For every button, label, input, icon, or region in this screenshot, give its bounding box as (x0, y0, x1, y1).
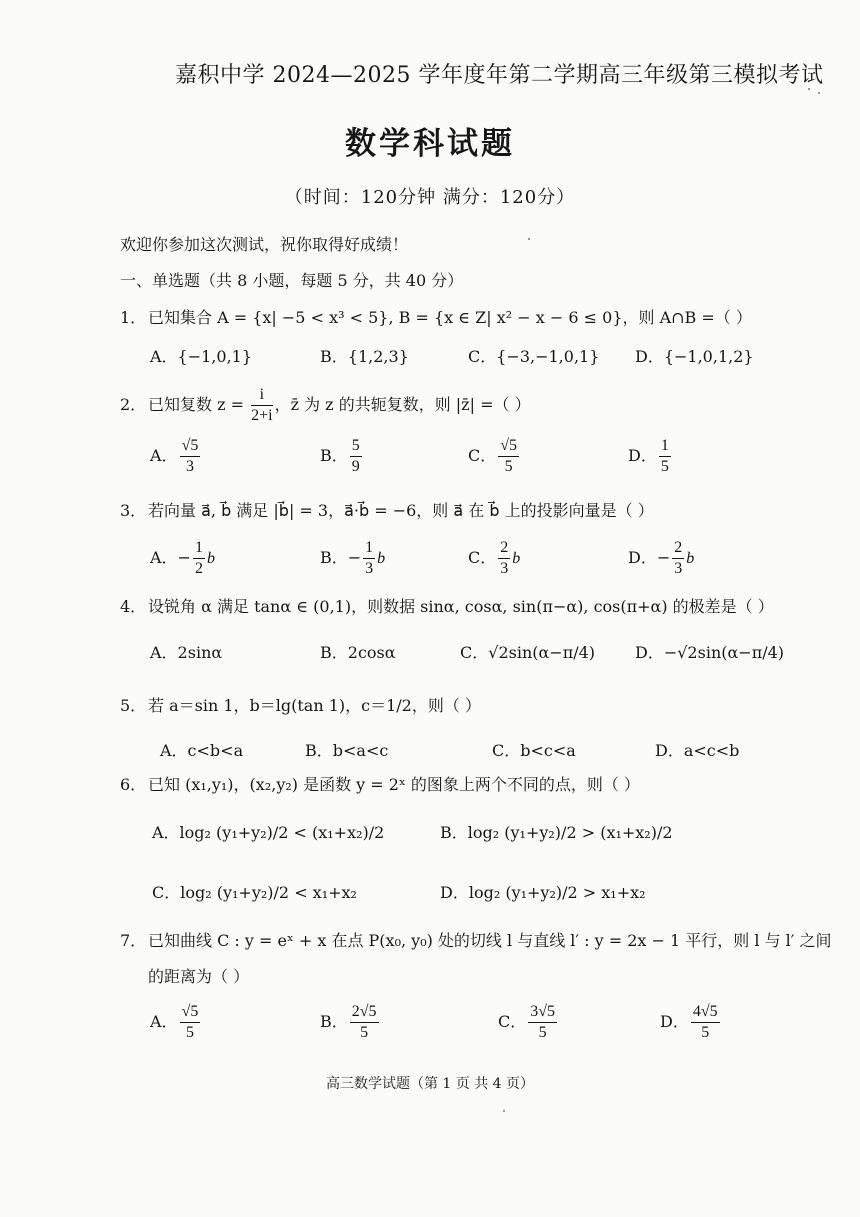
time-info: （时间：120分钟 满分：120分） (284, 187, 576, 208)
question-stem: 设锐角 α 满足 tanα ∈ (0,1)，则数据 sinα, cosα, sin(π−α), cos(π+α) 的极差是（ ） (148, 597, 774, 616)
option-c: C．{−3,−1,0,1} (468, 347, 600, 366)
option-d: D．{−1,0,1,2} (635, 347, 754, 366)
option-a: A． $\frac{√5}{3}$ (150, 437, 199, 475)
option-d: D． $\frac{4√5}{5}$ (660, 1003, 718, 1041)
scan-speck (818, 92, 820, 94)
question-number: 7． (120, 931, 147, 950)
question-1 (120, 305, 752, 328)
option-a: A．{−1,0,1} (150, 347, 253, 366)
option-d: D．− $\frac{2}{3}$ b⃗ (628, 539, 707, 577)
question-5 (120, 693, 481, 716)
option-a: A．2sinα (150, 643, 223, 662)
question-4 (120, 594, 774, 617)
option-c: C．log₂ (y₁+y₂)/2 < x₁+x₂ (152, 883, 357, 902)
option-a: A．c<b<a (160, 741, 244, 760)
subject-title: 数学科试题 (345, 126, 515, 162)
question-stem: 若向量 a⃗, b⃗ 满足 |b⃗| = 3，a⃗·b⃗ = −6，则 a⃗ 在 b⃗ 上的投影向量是（ ） (148, 501, 654, 520)
option-b: B．2cosα (320, 643, 396, 662)
option-b: B．− $\frac{1}{3}$ b⃗ (320, 539, 398, 577)
option-c: C． $\frac{2}{3}$ b⃗ (468, 539, 533, 577)
question-7 (120, 928, 832, 951)
option-d: D．log₂ (y₁+y₂)/2 > x₁+x₂ (440, 883, 646, 902)
welcome-text: 欢迎你参加这次测试，祝你取得好成绩！ (120, 235, 409, 254)
option-d: D． $\frac{1}{5}$ (628, 437, 669, 475)
option-a: A．− $\frac{1}{2}$ b⃗ (150, 539, 228, 577)
question-number: 3． (120, 501, 147, 520)
question-6 (120, 772, 640, 795)
option-a: A． $\frac{√5}{5}$ (150, 1003, 199, 1041)
question-stem: 已知集合 A = {x| −5 < x³ < 5}, B = {x ∈ Z| x² − x − 6 ≤ 0}，则 A∩B =（ ） (148, 308, 752, 327)
option-b: B．log₂ (y₁+y₂)/2 > (x₁+x₂)/2 (440, 823, 673, 842)
option-b: B． $\frac{2√5}{5}$ (320, 1003, 377, 1041)
option-b: B．{1,2,3} (320, 347, 409, 366)
question-3 (120, 498, 654, 521)
school-title: 嘉积中学 2024—2025 学年度年第二学期高三年级第三模拟考试 (175, 63, 824, 88)
question-stem: 已知曲线 C : y = eˣ + x 在点 P(x₀, y₀) 处的切线 l 与直线 l′ : y = 2x − 1 平行，则 l 与 l′ 之间 (148, 931, 832, 950)
scan-speck (808, 88, 810, 90)
option-c: C． $\frac{√5}{5}$ (468, 437, 518, 475)
question-stem: 若 a＝sin 1，b＝lg(tan 1)，c＝1/2，则（ ） (148, 696, 481, 715)
option-b: B． $\frac{5}{9}$ (320, 437, 360, 475)
option-c: C．√2sin(α−π/4) (460, 643, 596, 662)
question-number: 6． (120, 775, 147, 794)
option-b: B．b<a<c (305, 741, 389, 760)
option-a: A．log₂ (y₁+y₂)/2 < (x₁+x₂)/2 (152, 823, 385, 842)
question-7-line-2: 的距离为（ ） (148, 967, 250, 986)
question-2 (120, 385, 531, 426)
option-c: C． $\frac{3√5}{5}$ (498, 1003, 556, 1041)
option-c: C．b<c<a (492, 741, 576, 760)
option-d: D．a<c<b (655, 741, 740, 760)
page-footer: 高三数学试题（第 1 页 共 4 页） (325, 1076, 535, 1092)
question-number: 4． (120, 597, 147, 616)
question-number: 2． (120, 395, 147, 414)
question-stem: 已知 (x₁,y₁)，(x₂,y₂) 是函数 y = 2ˣ 的图象上两个不同的点，则（ ） (148, 775, 640, 794)
scan-speck (528, 238, 530, 240)
question-stem-before: 已知复数 z = (148, 395, 250, 414)
question-number: 1． (120, 308, 147, 327)
question-number: 5． (120, 696, 147, 715)
stem-fraction: $\frac{i}{2+i}$ (251, 386, 273, 424)
section-title: 一、单选题（共 8 小题，每题 5 分，共 40 分） (120, 271, 464, 290)
option-d: D．−√2sin(α−π/4) (635, 643, 785, 662)
question-stem-after: ，z̄ 为 z 的共轭复数，则 |z̄| =（ ） (274, 395, 531, 414)
scan-speck (503, 1110, 505, 1112)
